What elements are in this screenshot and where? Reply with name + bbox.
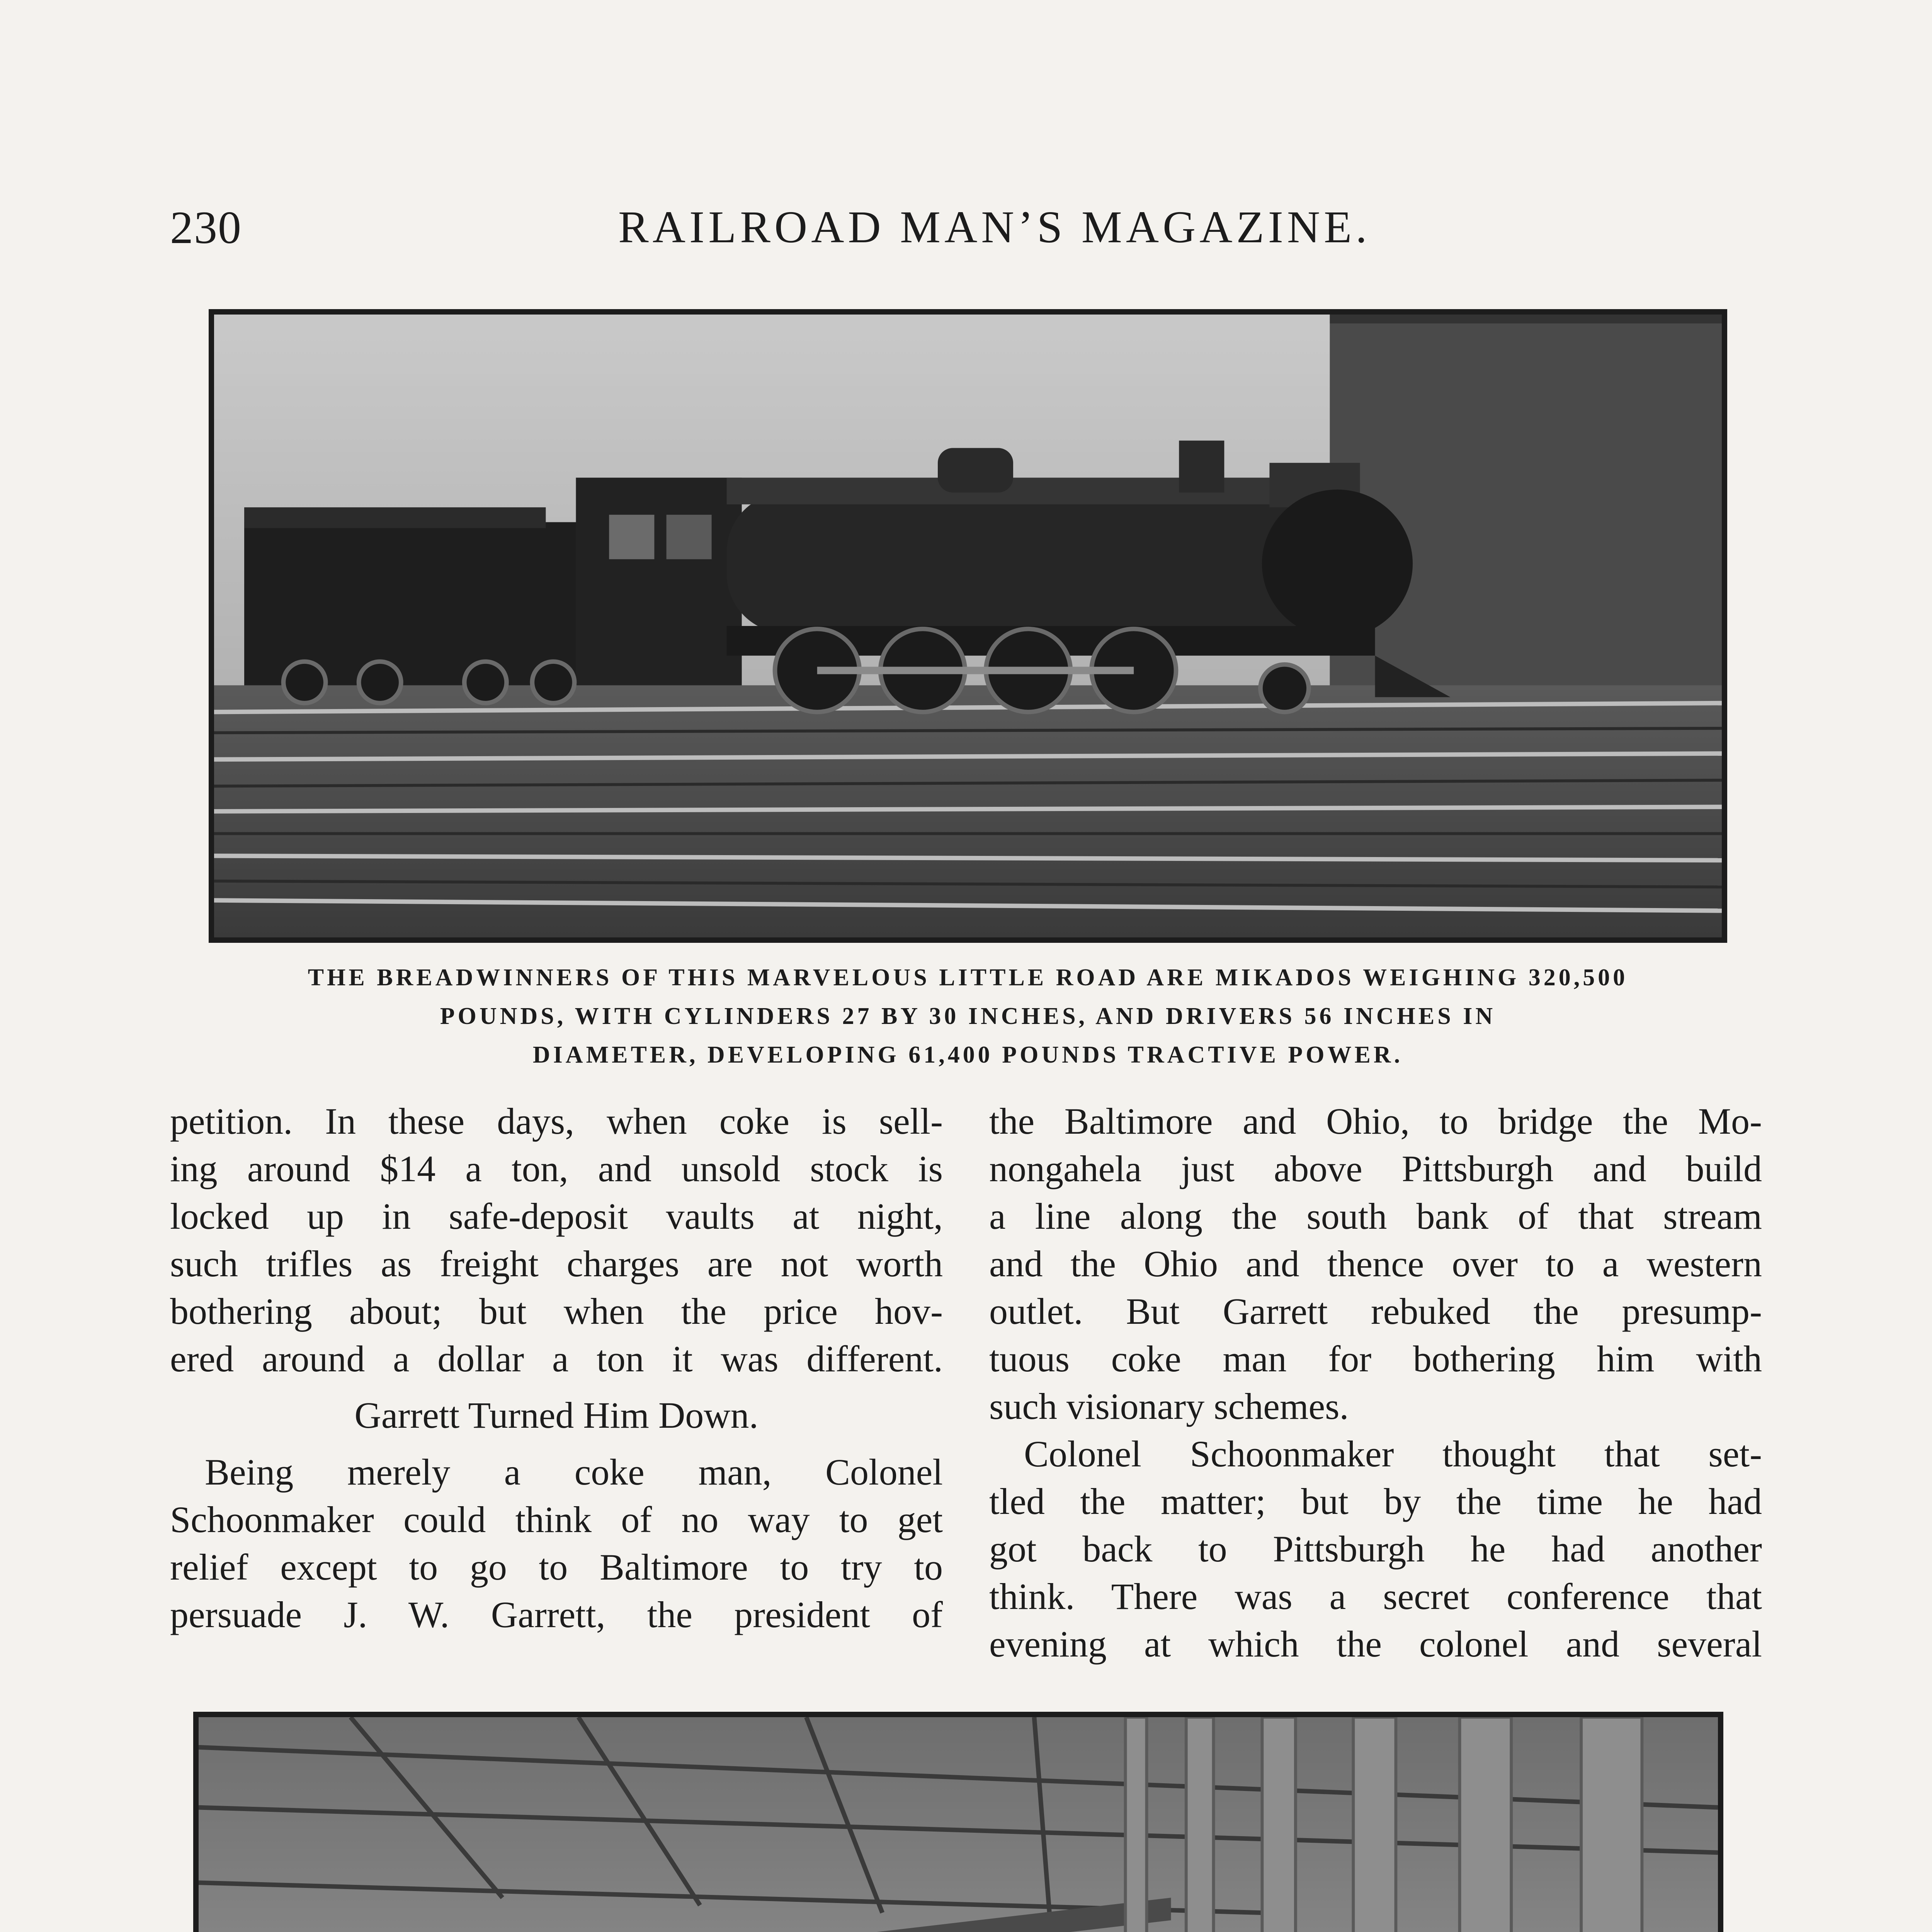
blacksmith-shop-illustration: [199, 1717, 1718, 1932]
right-column: [989, 1097, 1762, 1668]
locomotive-photo: [209, 309, 1727, 943]
blacksmith-shop-photo: [193, 1712, 1723, 1932]
locomotive-illustration: [214, 315, 1722, 937]
body-line: outlet. But Garrett rebuked the presump-: [989, 1291, 1762, 1332]
body-line: petition. In these days, when coke is sell-: [170, 1100, 943, 1142]
page-number: 230: [170, 202, 242, 253]
body-line: persuade J. W. Garrett, the president of: [170, 1594, 943, 1635]
body-line: ing around $14 a ton, and unsold stock is: [170, 1148, 943, 1189]
body-line: bothering about; but when the price hov-: [170, 1291, 943, 1332]
body-line: tled the matter; but by the time he had: [989, 1481, 1762, 1522]
body-line: such trifles as freight charges are not worth: [170, 1243, 943, 1284]
body-line: evening at which the colonel and several: [989, 1623, 1762, 1665]
body-line: Colonel Schoonmaker thought that set-: [1024, 1433, 1762, 1475]
running-head: [0, 201, 1932, 263]
body-line: Being merely a coke man, Colonel: [205, 1451, 943, 1493]
body-line: a line along the south bank of that stream: [989, 1196, 1762, 1237]
body-line: locked up in safe-deposit vaults at night,: [170, 1196, 943, 1237]
body-line: and the Ohio and thence over to a western: [989, 1243, 1762, 1284]
left-column: [170, 1097, 943, 1638]
caption-line: THE BREADWINNERS OF THIS MARVELOUS LITTLE ROAD ARE MIKADOS WEIGHING 320,500: [308, 964, 1628, 991]
body-line: think. There was a secret conference that: [989, 1576, 1762, 1617]
subheading: Garrett Turned Him Down.: [354, 1395, 759, 1436]
body-line: got back to Pittsburgh he had another: [989, 1528, 1762, 1570]
body-line: Schoonmaker could think of no way to get: [170, 1499, 943, 1540]
caption-line: DIAMETER, DEVELOPING 61,400 POUNDS TRACTIVE POWER.: [532, 1042, 1403, 1068]
body-line: the Baltimore and Ohio, to bridge the Mo-: [989, 1100, 1762, 1142]
caption-line: POUNDS, WITH CYLINDERS 27 BY 30 INCHES, AND DRIVERS 56 INCHES IN: [440, 1003, 1496, 1029]
body-line: tuous coke man for bothering him with: [989, 1338, 1762, 1379]
magazine-title: RAILROAD MAN’S MAGAZINE.: [618, 202, 1371, 252]
body-line: such visionary schemes.: [989, 1386, 1349, 1427]
body-line: relief except to go to Baltimore to try to: [170, 1546, 943, 1588]
locomotive-caption: [209, 958, 1727, 1074]
body-line: nongahela just above Pittsburgh and build: [989, 1148, 1762, 1189]
body-line: ered around a dollar a ton it was different.: [170, 1338, 943, 1379]
